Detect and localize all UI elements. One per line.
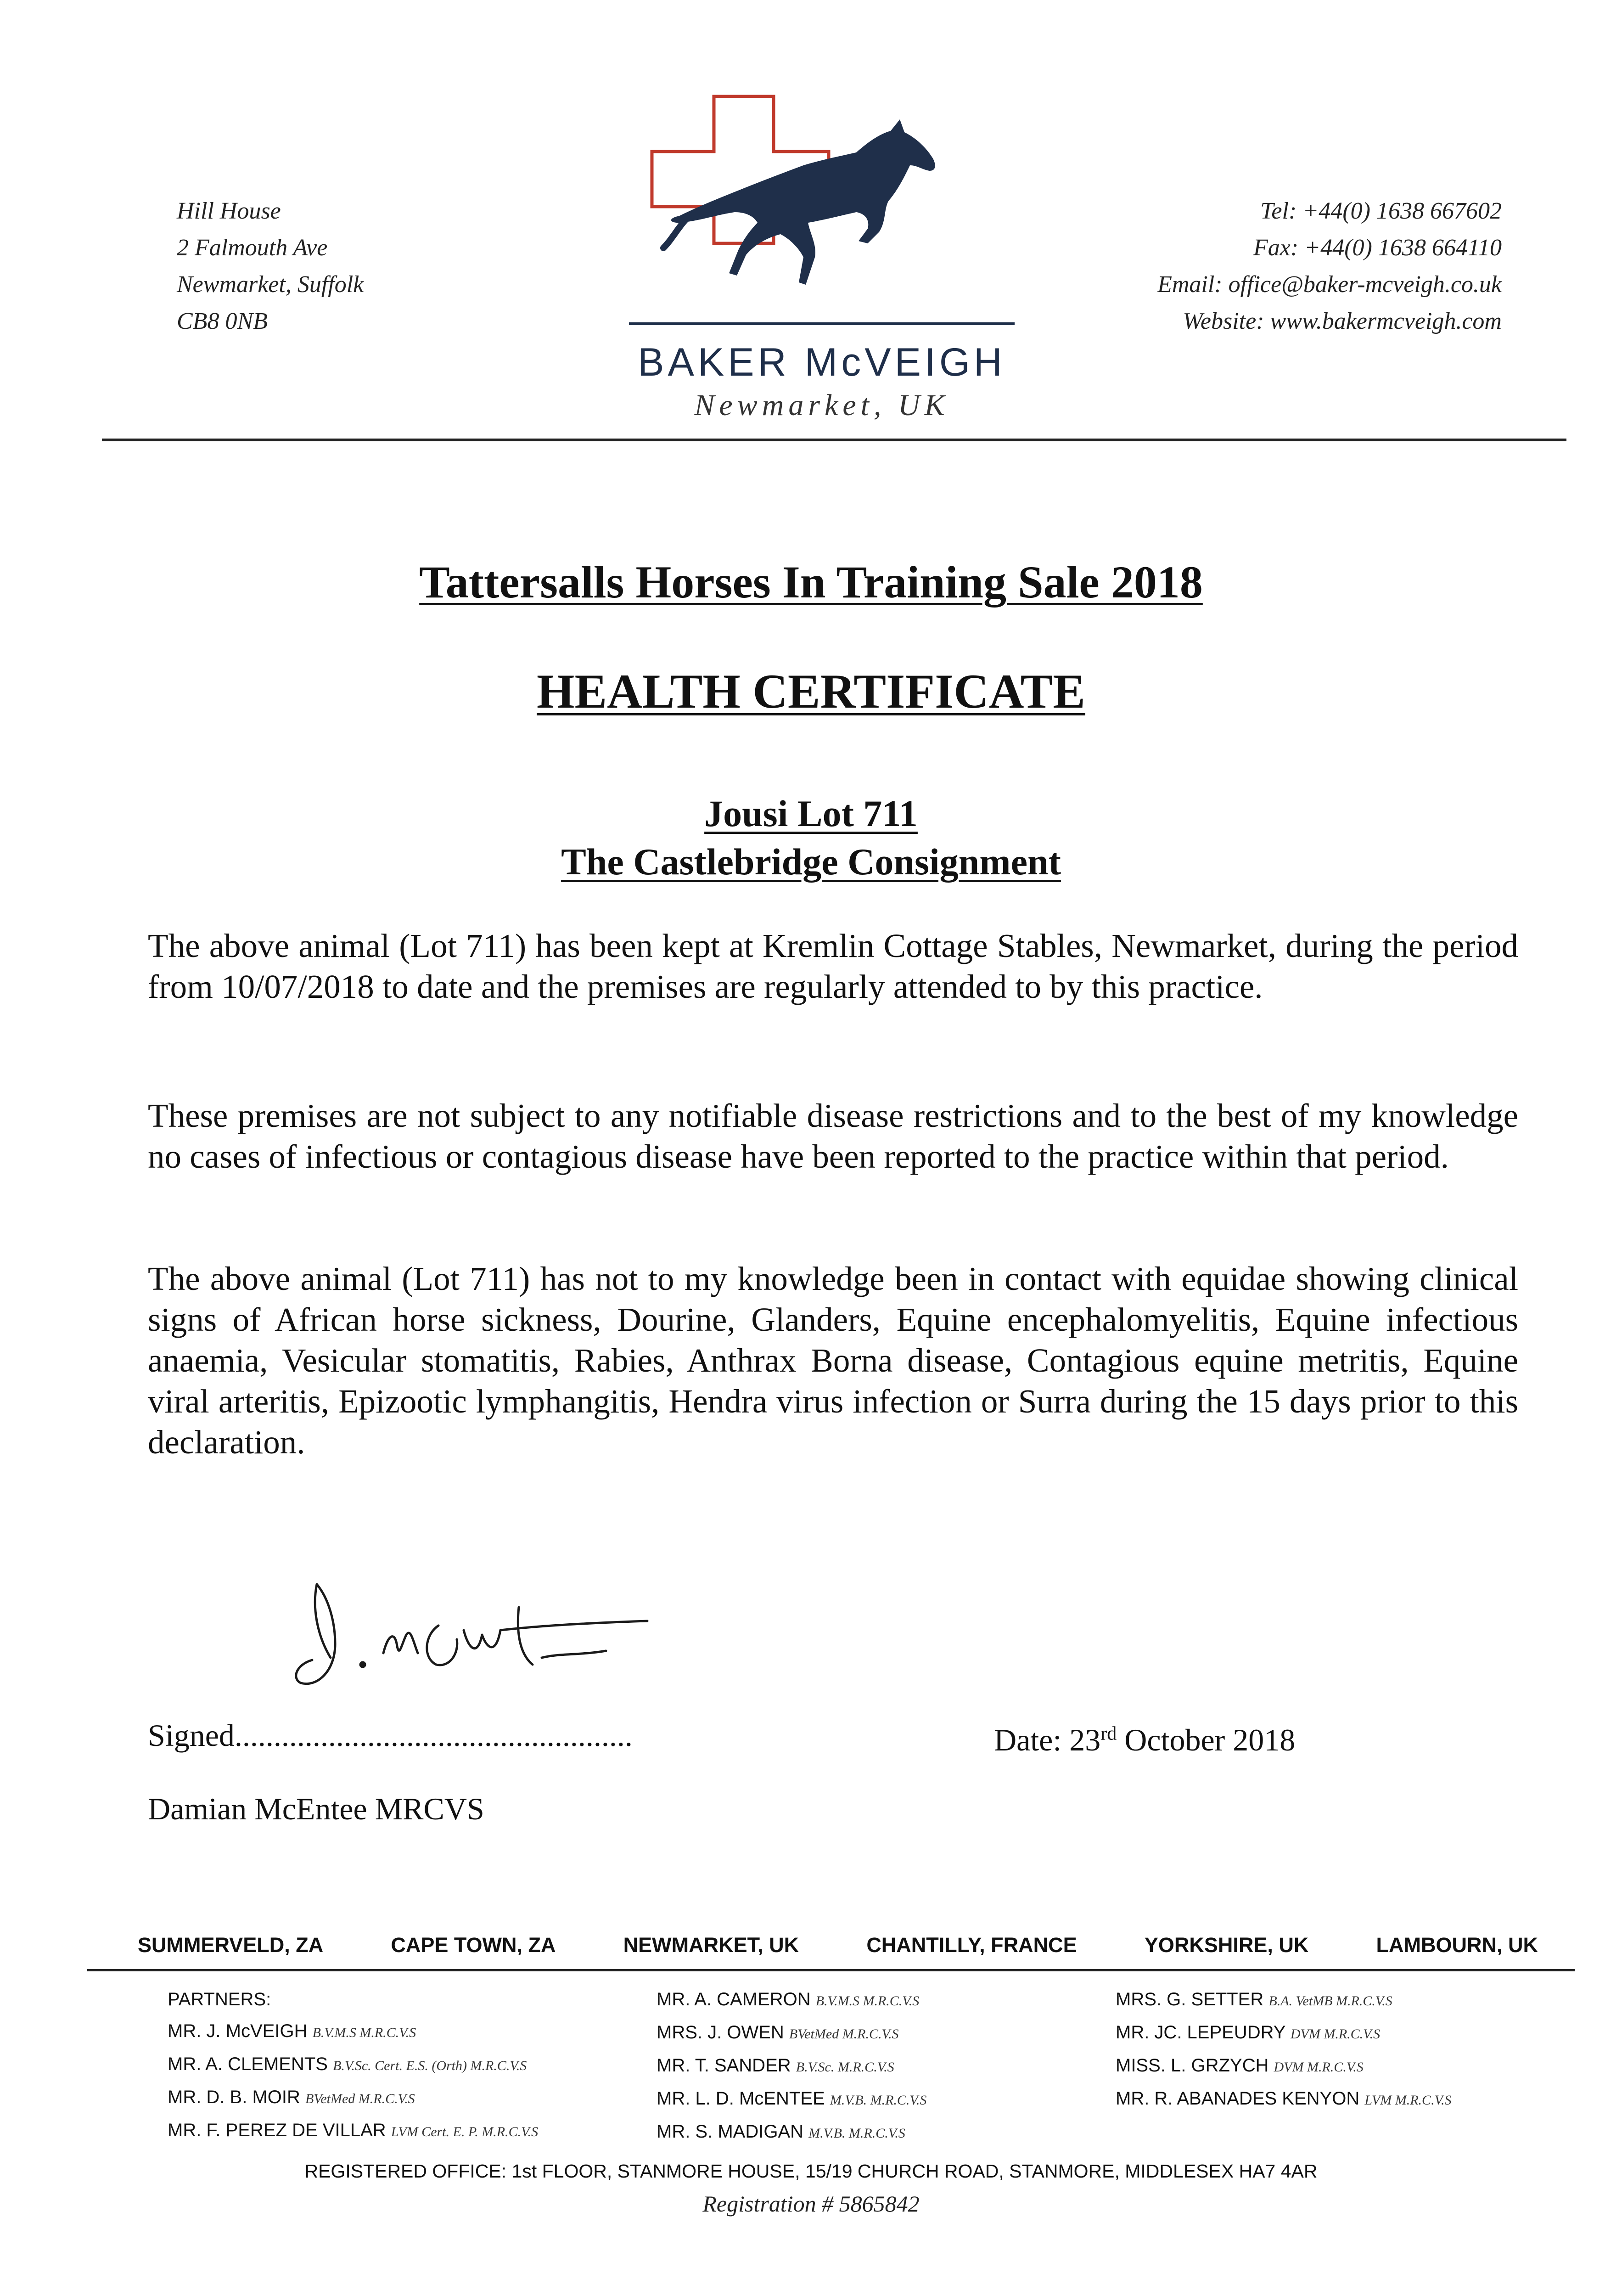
- signed-line: Signed...................................................: [148, 1718, 633, 1753]
- partner-entry: MR. R. ABANADES KENYON LVM M.R.C.V.S: [1116, 2088, 1452, 2109]
- handwritten-signature: [285, 1566, 679, 1699]
- paragraph-declaration: The above animal (Lot 711) has not to my knowledge been in contact with equidae showing clinical signs of African horse sickness, Dourine, Glanders, Equine encephalomyelitis, Equine infectious anaemia, Vesicular stomatitis, Rabies, Anthrax Borna disease, Contagious equine metritis, Equine viral arteritis, Epizootic lymphangitis, Hendra virus infection or Surra during the 15 days prior to this declaration.: [148, 1260, 1518, 1461]
- contact-line: Email: office@baker-mcveigh.co.uk: [1157, 271, 1502, 298]
- partner-entry: MR. D. B. MOIR BVetMed M.R.C.V.S: [168, 2087, 415, 2107]
- partners-column-2: [657, 1984, 926, 2149]
- practice-address: [177, 193, 364, 340]
- location-item: NEWMARKET, UK: [623, 1933, 799, 1957]
- partners-heading: PARTNERS:: [168, 1989, 271, 2009]
- paragraph-premises: The above animal (Lot 711) has been kept at Kremlin Cottage Stables, Newmarket, during the period from 10/07/2018 to date and the premises are regularly attended to by this practice.: [148, 927, 1518, 1005]
- partner-entry: MR. L. D. McENTEE M.V.B. M.R.C.V.S: [657, 2088, 927, 2109]
- registered-office: REGISTERED OFFICE: 1st FLOOR, STANMORE HOUSE, 15/19 CHURCH ROAD, STANMORE, MIDDLESEX HA7 4AR: [304, 2161, 1318, 2182]
- paragraph-restrictions: These premises are not subject to any notifiable disease restrictions and to the best of my knowledge no cases of infectious or contagious disease have been reported to the practice within that period.: [148, 1097, 1518, 1175]
- certificate-title: HEALTH CERTIFICATE: [537, 664, 1085, 718]
- partner-entry: MR. A. CLEMENTS B.V.Sc. Cert. E.S. (Orth) M.R.C.V.S: [168, 2054, 527, 2074]
- partner-entry: MRS. G. SETTER B.A. VetMB M.R.C.V.S: [1116, 1989, 1392, 2009]
- partners-column-3: [1116, 1984, 1452, 2116]
- partner-entry: MISS. L. GRZYCH DVM M.R.C.V.S: [1116, 2055, 1364, 2076]
- contact-details: [1043, 193, 1502, 340]
- brand-name: BAKER McVEIGH: [638, 340, 1006, 384]
- partner-entry: MR. F. PEREZ DE VILLAR LVM Cert. E. P. M.R.C.V.S: [168, 2120, 539, 2140]
- signature-date: Date: 23rd October 2018: [994, 1722, 1296, 1757]
- office-locations: [138, 1933, 1538, 1957]
- footer-divider: [87, 1969, 1575, 1971]
- address-line: CB8 0NB: [177, 308, 268, 334]
- lot-title: Jousi Lot 711: [704, 793, 918, 834]
- brand-location: Newmarket, UK: [694, 388, 949, 422]
- partner-entry: MR. S. MADIGAN M.V.B. M.R.C.V.S: [657, 2122, 905, 2142]
- address-line: Hill House: [177, 198, 281, 224]
- partner-entry: MR. JC. LEPEUDRY DVM M.R.C.V.S: [1116, 2022, 1381, 2043]
- address-line: Newmarket, Suffolk: [177, 271, 364, 298]
- sale-title: Tattersalls Horses In Training Sale 2018: [419, 557, 1203, 608]
- partner-entry: MRS. J. OWEN BVetMed M.R.C.V.S: [657, 2022, 899, 2043]
- registration-number: Registration # 5865842: [702, 2191, 920, 2217]
- cross-horse-icon: [629, 92, 1015, 331]
- location-item: CAPE TOWN, ZA: [391, 1933, 556, 1957]
- horse-silhouette: [671, 119, 935, 285]
- contact-line: Fax: +44(0) 1638 664110: [1253, 235, 1502, 261]
- contact-line: Website: www.bakermcveigh.com: [1183, 308, 1502, 334]
- contact-line: Tel: +44(0) 1638 667602: [1260, 198, 1502, 224]
- partner-entry: MR. J. McVEIGH B.V.M.S M.R.C.V.S: [168, 2021, 416, 2041]
- partner-entry: MR. A. CAMERON B.V.M.S M.R.C.V.S: [657, 1989, 920, 2009]
- signer-name: Damian McEntee MRCVS: [148, 1791, 484, 1826]
- location-item: LAMBOURN, UK: [1376, 1933, 1538, 1957]
- address-line: 2 Falmouth Ave: [177, 235, 328, 261]
- practice-logo: [629, 92, 1015, 450]
- location-item: SUMMERVELD, ZA: [138, 1933, 324, 1957]
- header-divider: [102, 439, 1566, 441]
- location-item: CHANTILLY, FRANCE: [866, 1933, 1077, 1957]
- location-item: YORKSHIRE, UK: [1144, 1933, 1309, 1957]
- partner-entry: MR. T. SANDER B.V.Sc. M.R.C.V.S: [657, 2055, 894, 2076]
- consignment-title: The Castlebridge Consignment: [561, 841, 1061, 883]
- partners-column-1: [168, 1984, 538, 2148]
